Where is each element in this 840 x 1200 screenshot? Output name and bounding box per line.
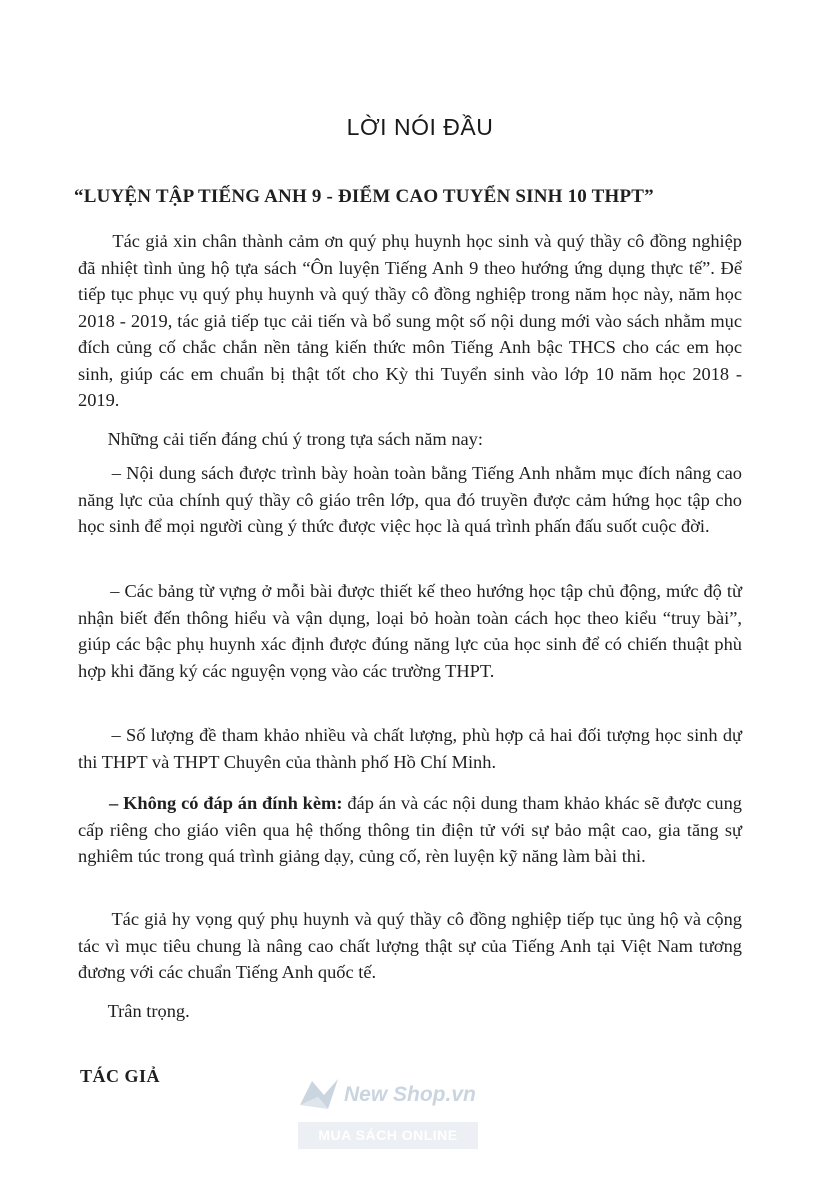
paragraph-text: – Các bảng từ vựng ở mỗi bài được thiết kế theo hướng học tập chủ động, mức độ từ nhận biết đến thông hiểu và vận dụng, loại bỏ hoàn toàn cách học theo kiểu “truy bài”, giúp các bậc phụ huynh xác định được đúng năng lực của học sinh để có chiến thuật phù hợp khi đăng ký các nguyện vọng vào các trường THPT. — [78, 581, 742, 681]
paragraph-text: đáp án và các nội dung tham khảo khác sẽ được cung cấp riêng cho giáo viên qua hệ thống thông tin điện tử với sự bảo mật cao, gia tăng sự nghiêm túc trong quá trình giảng dạy, củng cố, rèn luyện kỹ năng làm bài thi. — [78, 793, 742, 866]
closing-paragraph — [78, 906, 742, 986]
watermark-banner: MUA SÁCH ONLINE — [298, 1122, 478, 1149]
improvement-item-3 — [78, 722, 742, 775]
paragraph-text: – Số lượng đề tham khảo nhiều và chất lượng, phù hợp cả hai đối tượng học sinh dự thi THPT và THPT Chuyên của thành phố Hồ Chí Minh. — [78, 725, 742, 772]
bold-lead: – Không có đáp án đính kèm: — [109, 793, 343, 813]
author-signature: TÁC GIẢ — [80, 1066, 161, 1086]
book-title: “LUYỆN TẬP TIẾNG ANH 9 - ĐIỂM CAO TUYỂN SINH 10 THPT” — [74, 186, 654, 207]
paragraph-text: Tác giả hy vọng quý phụ huynh và quý thầy cô đồng nghiệp tiếp tục ủng hộ và cộng tác vì mục tiêu chung là nâng cao chất lượng thật sự của Tiếng Anh tại Việt Nam tương đương với các chuẩn Tiếng Anh quốc tế. — [78, 909, 742, 982]
newshop-logo-icon — [298, 1075, 342, 1115]
watermark-brand: New Shop.vn — [344, 1083, 476, 1106]
watermark — [298, 1075, 498, 1155]
intro-paragraph — [78, 228, 742, 414]
improvements-intro — [78, 426, 742, 453]
improvement-item-2 — [78, 578, 742, 684]
paragraph-text: Tác giả xin chân thành cảm ơn quý phụ huynh học sinh và quý thầy cô đồng nghiệp đã nhiệt tình ủng hộ tựa sách “Ôn luyện Tiếng Anh 9 theo hướng ứng dụng thực tế”. Để tiếp tục phục vụ quý phụ huynh và quý thầy cô đồng nghiệp trong năm học này, năm học 2018 - 2019, tác giả tiếp tục cải tiến và bổ sung một số nội dung mới vào sách nhằm mục đích củng cố chắc chắn nền tảng kiến thức môn Tiếng Anh bậc THCS cho các em học sinh, giúp các em chuẩn bị thật tốt cho Kỳ thi Tuyển sinh vào lớp 10 năm học 2018 - 2019. — [78, 231, 742, 410]
improvement-item-4 — [78, 790, 742, 870]
paragraph-text: Trân trọng. — [107, 1001, 190, 1021]
paragraph-text: – Nội dung sách được trình bày hoàn toàn bằng Tiếng Anh nhằm mục đích nâng cao năng lực của chính quý thầy cô giáo trên lớp, qua đó truyền được cảm hứng học tập cho học sinh để mọi người cùng ý thức được việc học là quá trình phấn đấu suốt cuộc đời. — [78, 463, 742, 536]
page-title: LỜI NÓI ĐẦU — [346, 114, 494, 140]
regards-line — [78, 998, 742, 1025]
paragraph-text: Những cải tiến đáng chú ý trong tựa sách năm nay: — [107, 429, 483, 449]
improvement-item-1 — [78, 460, 742, 540]
